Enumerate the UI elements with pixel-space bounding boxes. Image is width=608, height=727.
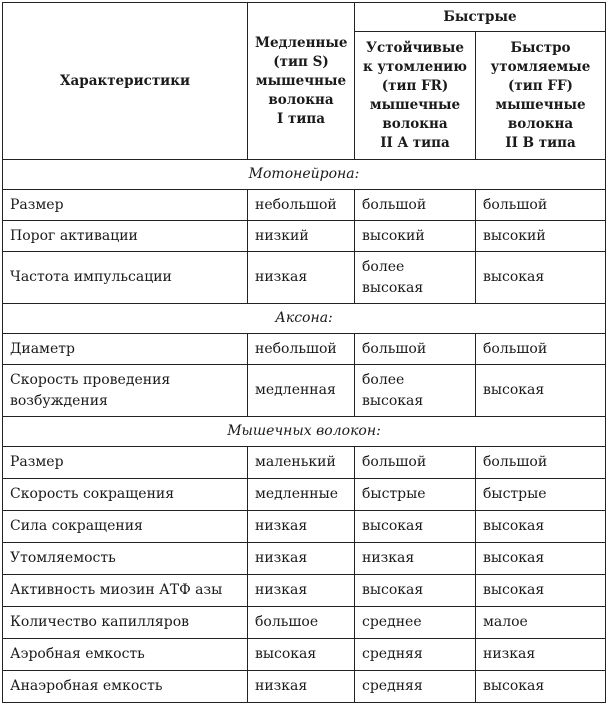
header-fast-fatigable: [476, 32, 606, 160]
cell-slow: медленные: [248, 479, 355, 511]
table-row: [3, 575, 606, 607]
section-title: Мышечных волокон:: [3, 417, 606, 447]
cell-slow: высокая: [248, 639, 355, 671]
header-fast-fibers: Быстрые: [355, 3, 606, 32]
cell-slow: низкий: [248, 221, 355, 252]
cell-ff: высокая: [476, 252, 606, 304]
cell-slow: маленький: [248, 447, 355, 479]
header-slow-line: Медленные: [255, 34, 348, 51]
cell-ff: высокая: [476, 543, 606, 575]
header-fr-line: мышечные: [369, 96, 461, 113]
section-title: Аксона:: [3, 304, 606, 334]
row-name: Порог активации: [3, 221, 248, 252]
row-name: Частота импульсации: [3, 252, 248, 304]
cell-ff: высокая: [476, 671, 606, 703]
cell-fr: высокий: [355, 221, 476, 252]
table-row: [3, 511, 606, 543]
table-row: [3, 365, 606, 417]
table-row: [3, 639, 606, 671]
header-slow-line: (тип S): [273, 53, 329, 70]
cell-fr: большой: [355, 190, 476, 221]
row-name: Размер: [3, 190, 248, 221]
cell-slow: низкая: [248, 252, 355, 304]
cell-ff: высокая: [476, 575, 606, 607]
cell-slow: медленная: [248, 365, 355, 417]
cell-fr: низкая: [355, 543, 476, 575]
header-fast-resistant: [355, 32, 476, 160]
row-name: Аэробная емкость: [3, 639, 248, 671]
header-fr-line: волокна: [382, 115, 448, 132]
row-name: Скорость проведения возбуждения: [3, 365, 248, 417]
row-name: Активность миозин АТФ азы: [3, 575, 248, 607]
cell-fr: средняя: [355, 639, 476, 671]
header-slow-fibers: [248, 3, 355, 160]
header-fr-line: (тип FR): [381, 77, 449, 94]
header-ff-line: мышечные: [495, 96, 586, 113]
cell-fr: большой: [355, 334, 476, 365]
cell-fr: более высокая: [355, 252, 476, 304]
cell-ff: высокая: [476, 365, 606, 417]
header-slow-line: волокна: [268, 91, 334, 108]
cell-slow: небольшой: [248, 334, 355, 365]
section-row-muscle-fibers: [3, 417, 606, 447]
cell-fr: быстрые: [355, 479, 476, 511]
row-name: Утомляемость: [3, 543, 248, 575]
table-row: [3, 221, 606, 252]
row-name: Скорость сокращения: [3, 479, 248, 511]
header-ff-line: (тип FF): [508, 77, 573, 94]
cell-ff: высокая: [476, 511, 606, 543]
table-row: [3, 334, 606, 365]
cell-slow: большое: [248, 607, 355, 639]
cell-fr: среднее: [355, 607, 476, 639]
row-name: Диаметр: [3, 334, 248, 365]
cell-ff: низкая: [476, 639, 606, 671]
cell-ff: быстрые: [476, 479, 606, 511]
header-ff-line: Быстро: [510, 39, 571, 56]
cell-ff: малое: [476, 607, 606, 639]
table-row: [3, 607, 606, 639]
header-ff-line: волокна: [507, 115, 574, 132]
header-fr-line: Устойчивые: [366, 39, 464, 56]
row-name: Размер: [3, 447, 248, 479]
table-row: [3, 479, 606, 511]
section-title: Мотонейрона:: [3, 160, 606, 190]
cell-ff: большой: [476, 190, 606, 221]
section-row-axon: [3, 304, 606, 334]
cell-slow: низкая: [248, 543, 355, 575]
header-slow-line: мышечные: [255, 72, 347, 89]
section-row-motoneuron: [3, 160, 606, 190]
table-row: [3, 671, 606, 703]
cell-ff: большой: [476, 334, 606, 365]
header-slow-line: I типа: [276, 110, 326, 127]
cell-fr: средняя: [355, 671, 476, 703]
cell-slow: низкая: [248, 671, 355, 703]
header-characteristics: Характеристики: [3, 3, 248, 160]
header-ff-line: II B типа: [505, 134, 576, 151]
fiber-types-table: [2, 2, 606, 703]
table-row: [3, 447, 606, 479]
cell-slow: небольшой: [248, 190, 355, 221]
cell-ff: высокий: [476, 221, 606, 252]
row-name: Сила сокращения: [3, 511, 248, 543]
header-ff-line: утомляемые: [490, 58, 591, 75]
table-row: [3, 190, 606, 221]
cell-fr: высокая: [355, 511, 476, 543]
cell-fr: большой: [355, 447, 476, 479]
cell-slow: низкая: [248, 575, 355, 607]
header-fr-line: II A типа: [380, 134, 450, 151]
cell-ff: большой: [476, 447, 606, 479]
cell-slow: низкая: [248, 511, 355, 543]
header-fr-line: к утомлению: [362, 58, 468, 75]
cell-fr: более высокая: [355, 365, 476, 417]
cell-fr: высокая: [355, 575, 476, 607]
row-name: Анаэробная емкость: [3, 671, 248, 703]
row-name: Количество капилляров: [3, 607, 248, 639]
table-row: [3, 543, 606, 575]
table-row: [3, 252, 606, 304]
